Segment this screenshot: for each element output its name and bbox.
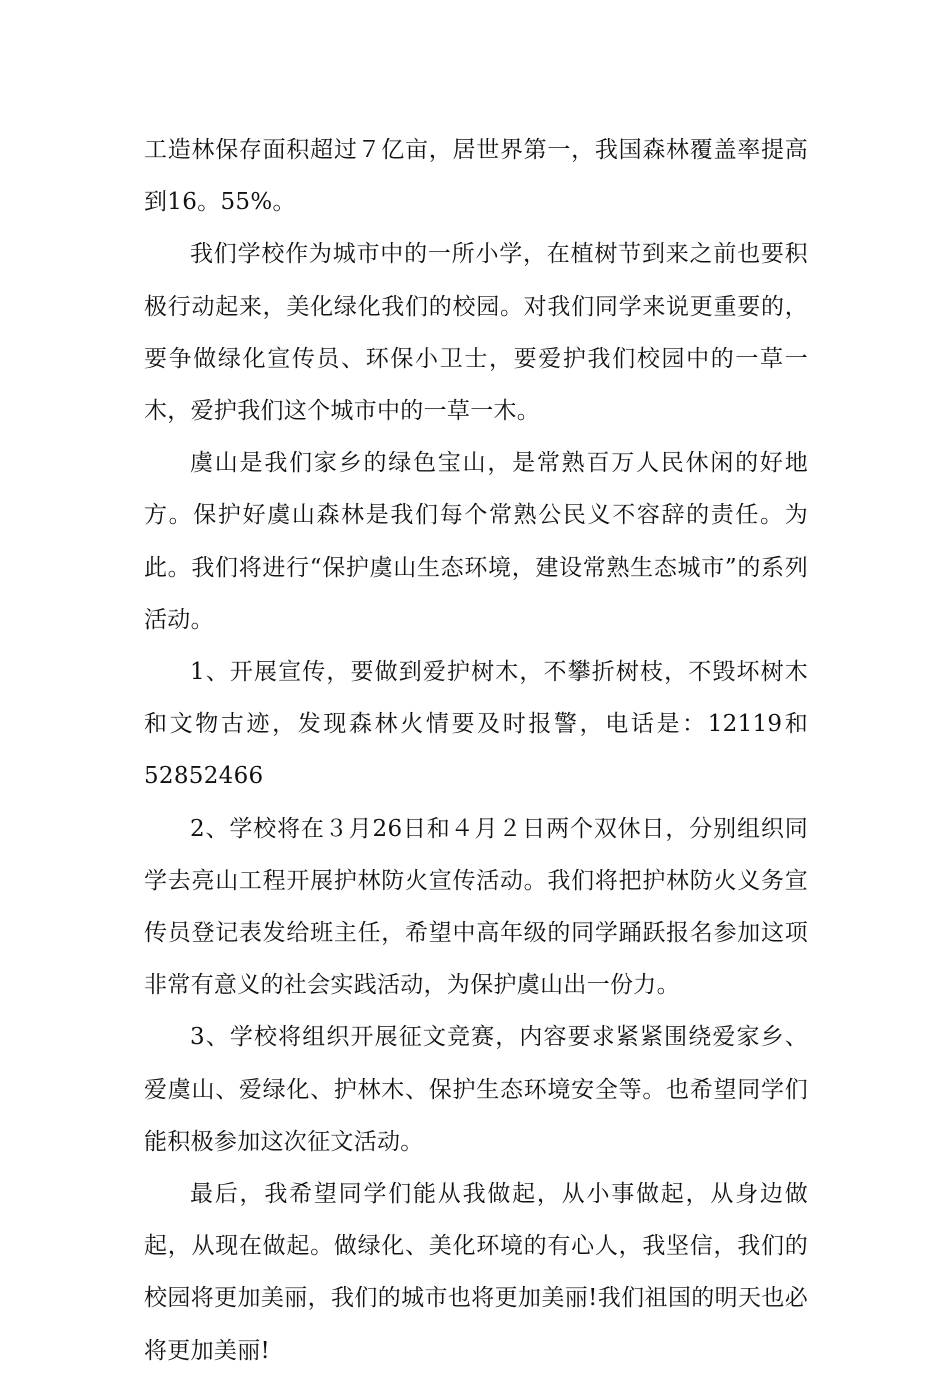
paragraph-continuation: 工造林保存面积超过７亿亩，居世界第一，我国森林覆盖率提高到16。55%。 bbox=[144, 137, 808, 216]
paragraph-closing: 最后，我希望同学们能从我做起，从小事做起，从身边做起，从现在做起。做绿化、美化环境的有心人，我坚信，我们的校园将更加美丽，我们的城市也将更加美丽!我们祖国的明天也必将更加美丽! bbox=[144, 1181, 808, 1364]
paragraph-yushan: 虞山是我们家乡的绿色宝山，是常熟百万人民休闲的好地方。保护好虞山森林是我们每个常熟公民义不容辞的责任。为此。我们将进行“保护虞山生态环境，建设常熟生态城市”的系列活动。 bbox=[144, 450, 808, 633]
paragraph-school-action: 我们学校作为城市中的一所小学，在植树节到来之前也要积极行动起来，美化绿化我们的校园。对我们同学来说更重要的，要争做绿化宣传员、环保小卫士，要爱护我们校园中的一草一木，爱护我们这个城市中的一草一木。 bbox=[144, 241, 808, 425]
paragraph-item-2: 2、学校将在３月26日和４月２日两个双休日，分别组织同学去亮山工程开展护林防火宣传活动。我们将把护林防火义务宣传员登记表发给班主任，希望中高年级的同学踊跃报名参加这项非常有意义的社会实践活动，为保护虞山出一份力。 bbox=[144, 815, 808, 999]
paragraph-item-3: 3、学校将组织开展征文竞赛，内容要求紧紧围绕爱家乡、爱虞山、爱绿化、护林木、保护生态环境安全等。也希望同学们能积极参加这次征文活动。 bbox=[144, 1024, 808, 1155]
document-body bbox=[144, 124, 808, 1377]
paragraph-item-1: 1、开展宣传，要做到爱护树木，不攀折树枝，不毁坏树木和文物古迹，发现森林火情要及时报警，电话是：12119和52852466 bbox=[144, 659, 808, 790]
